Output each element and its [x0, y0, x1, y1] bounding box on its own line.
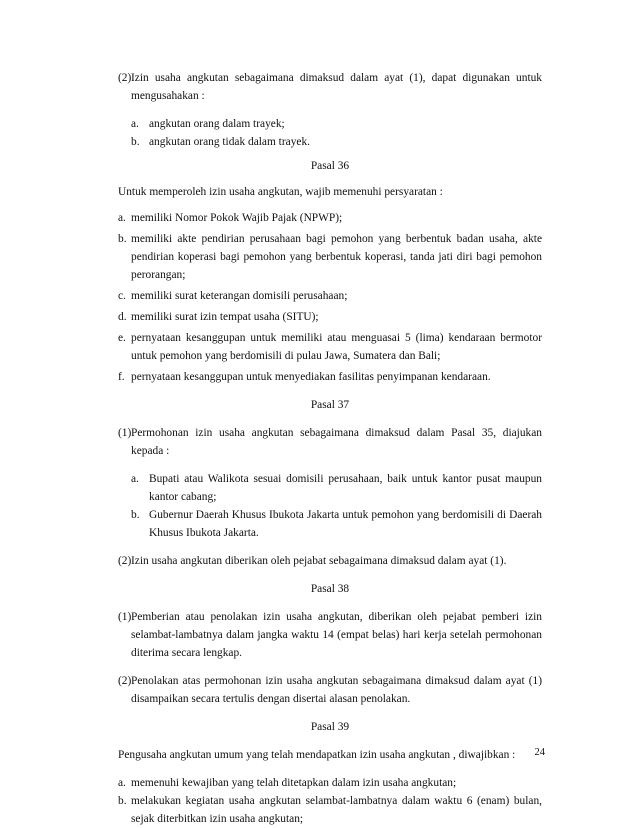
list-marker: b. [131, 509, 140, 521]
list-item-text: angkutan orang dalam trayek; [149, 118, 285, 130]
article-heading: Pasal 37 [310, 399, 350, 411]
list-item-text: pernyataan kesanggupan untuk memiliki atau menguasai 5 (lima) kendaraan bermotor untuk pemohon yang berdomisili di pulau Jawa, Sumatera dan Bali; [131, 332, 542, 362]
article-heading: Pasal 36 [310, 160, 350, 172]
list-item-text: Penolakan atas permohonan izin usaha angkutan sebagaimana dimaksud dalam ayat (1) disampaikan secara tertulis dengan disertai alasan penolakan. [131, 675, 542, 705]
list-marker: f. [118, 371, 125, 383]
list-marker: a. [118, 212, 126, 224]
article-heading: Pasal 39 [310, 721, 350, 733]
list-item-text: memiliki surat keterangan domisili perusahaan; [131, 290, 348, 302]
sub-list-item [118, 506, 542, 542]
list-item-text: Gubernur Daerah Khusus Ibukota Jakarta untuk pemohon yang berdomisili di Daerah Khusus Ibukota Jakarta. [149, 509, 542, 539]
list-item [118, 230, 542, 284]
paragraph: Untuk memperoleh izin usaha angkutan, wajib memenuhi persyaratan : [118, 186, 443, 198]
list-item-text: Bupati atau Walikota sesuai domisili perusahaan, baik untuk kantor pusat maupun kantor cabang; [149, 473, 542, 503]
sub-list-item [118, 470, 542, 506]
list-marker: e. [118, 332, 126, 344]
list-item [118, 672, 542, 708]
list-item-text: angkutan orang tidak dalam trayek. [149, 136, 310, 148]
list-item [118, 368, 542, 386]
list-item [118, 69, 542, 105]
list-item-text: Izin usaha angkutan sebagaimana dimaksud dalam ayat (1), dapat digunakan untuk mengusahakan : [131, 72, 542, 102]
sub-list-item [118, 133, 542, 151]
list-marker: (1) [118, 427, 132, 439]
list-marker: c. [118, 290, 126, 302]
document-body [118, 69, 542, 828]
list-item [118, 287, 542, 305]
list-marker: (2) [118, 555, 132, 567]
list-marker: (2) [118, 675, 132, 687]
list-item-text: memenuhi kewajiban yang telah ditetapkan dalam izin usaha angkutan; [131, 777, 457, 789]
list-item-text: pernyataan kesanggupan untuk menyediakan fasilitas penyimpanan kendaraan. [131, 371, 491, 383]
list-item [118, 424, 542, 460]
list-item [118, 308, 542, 326]
list-item [118, 774, 542, 792]
paragraph: Pengusaha angkutan umum yang telah mendapatkan izin usaha angkutan , diwajibkan : [118, 749, 516, 761]
list-item-text: Izin usaha angkutan diberikan oleh pejabat sebagaimana dimaksud dalam ayat (1). [131, 555, 507, 567]
list-marker: b. [118, 795, 127, 807]
list-marker: a. [118, 777, 126, 789]
list-item [118, 608, 542, 662]
list-item-text: memiliki akte pendirian perusahaan bagi pemohon yang berbentuk badan usaha, akte pendirian koperasi bagi pemohon yang berbentuk koperasi, tanda jati diri bagi pemohon perorangan; [131, 233, 542, 281]
list-marker: b. [118, 233, 127, 245]
list-marker: b. [131, 136, 140, 148]
list-item [118, 209, 542, 227]
list-marker: d. [118, 311, 127, 323]
article-heading: Pasal 38 [310, 583, 350, 595]
list-item-text: Permohonan izin usaha angkutan sebagaimana dimaksud dalam Pasal 35, diajukan kepada : [131, 427, 542, 457]
list-marker: a. [131, 473, 139, 485]
list-item-text: Pemberian atau penolakan izin usaha angkutan, diberikan oleh pejabat pemberi izin selambat-lambatnya dalam jangka waktu 14 (empat belas) hari kerja setelah permohonan diterima secara lengkap. [131, 611, 542, 659]
list-item-text: memiliki Nomor Pokok Wajib Pajak (NPWP); [131, 212, 343, 224]
list-marker: (1) [118, 611, 132, 623]
list-marker: a. [131, 118, 139, 130]
list-marker: (2) [118, 72, 132, 84]
sub-list-item [118, 115, 542, 133]
page-number: 24 [534, 747, 545, 758]
list-item-text: melakukan kegiatan usaha angkutan selambat-lambatnya dalam waktu 6 (enam) bulan, sejak diterbitkan izin usaha angkutan; [131, 795, 542, 825]
list-item [118, 552, 542, 570]
list-item [118, 792, 542, 828]
list-item-text: memiliki surat izin tempat usaha (SITU); [131, 311, 319, 323]
list-item [118, 329, 542, 365]
